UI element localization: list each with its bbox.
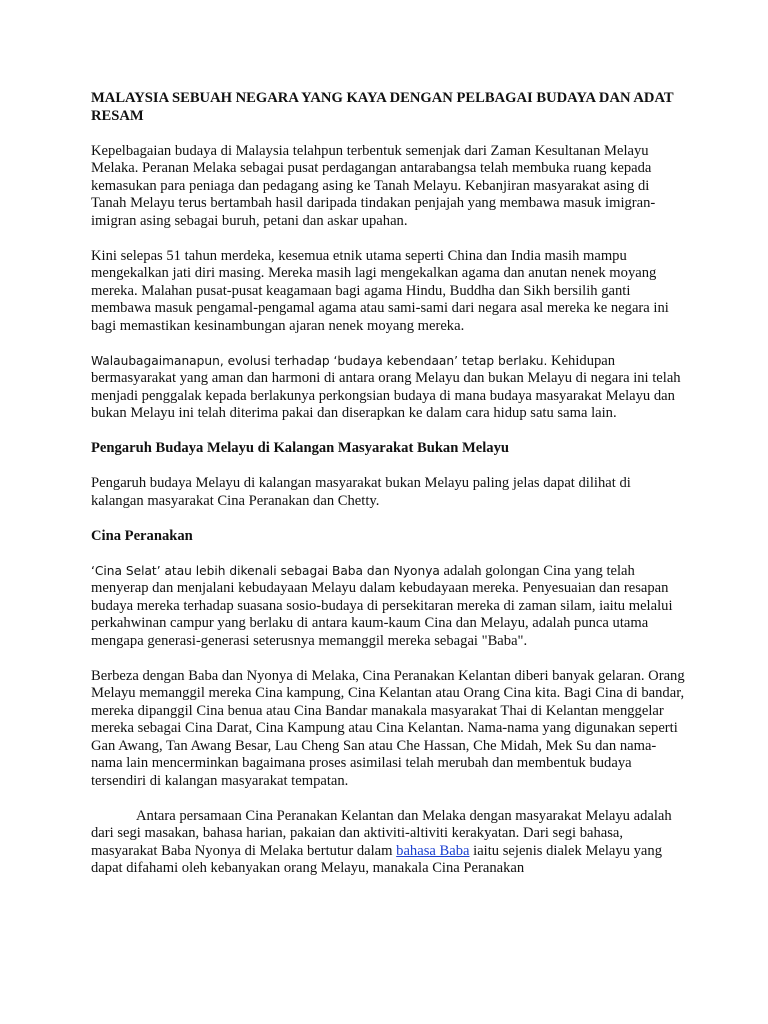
- document-title: MALAYSIA SEBUAH NEGARA YANG KAYA DENGAN PELBAGAI BUDAYA DAN ADAT RESAM: [91, 90, 674, 124]
- paragraph-intro: Kepelbagaian budaya di Malaysia telahpun terbentuk semenjak dari Zaman Kesultanan Melayu Melaka. Peranan Melaka sebagai pusat perdagangan antarabangsa telah membuka ruang kepada kemasukan para peniaga dan pedagang asing ke Tanah Melayu. Kebanjiran masyarakat asing di Tanah Melayu terus bertambah hasil daripada tindakan penjajah yang membawa masuk imigran-imigran asing sebagai buruh, petani dan askar upahan.: [91, 142, 656, 229]
- paragraph-pengaruh: Pengaruh budaya Melayu di kalangan masyarakat bukan Melayu paling jelas dapat dilihat di kalangan masyarakat Cina Peranakan dan Chetty.: [91, 475, 631, 509]
- paragraph-cina-selat-lead: ‘Cina Selat’ atau lebih dikenali sebagai Baba dan Nyonya: [91, 563, 440, 578]
- paragraph-persamaan-start: Antara persamaan Cina Peranakan Kelantan dan Melaka dengan masyarakat Melayu adalah dari segi masakan, bahasa harian, pakaian dan aktiviti-altiviti kerakyatan. Dari segi bahasa, masyarakat Baba Nyonya di Melaka bertutur dalam: [91, 807, 672, 859]
- paragraph-persamaan: [91, 808, 687, 878]
- paragraph-kelantan: Berbeza dengan Baba dan Nyonya di Melaka, Cina Peranakan Kelantan diberi banyak gelaran. Orang Melayu memanggil mereka Cina kampung, Cina Kelantan atau Orang Cina kita. Bagi Cina di bandar, mereka dipanggil Cina benua atau Cina Bandar manakala masyarakat Thai di Kelantan menggelar mereka sebagai Cina Darat, Cina Kampung atau Cina Kelantan. Nama-nama yang digunakan seperti Gan Awang, Tan Awang Besar, Lau Cheng San atau Che Hassan, Che Midah, Mek Su dan nama-nama lain mencerminkan bagaimana proses asimilasi telah merubah dan membentuk budaya tersendiri di kalangan masyarakat tempatan.: [91, 667, 685, 789]
- document-page: [91, 90, 687, 895]
- paragraph-merdeka: Kini selepas 51 tahun merdeka, kesemua etnik utama seperti China dan India masih mampu mengekalkan jati diri masing. Mereka masih lagi mengekalkan agama dan anutan nenek moyang mereka. Malahan pusat-pusat keagamaan bagi agama Hindu, Buddha dan Sikh bersilih ganti membawa masuk pengamal-pengamal agama atau sami-sami dari negara asal mereka ke negara ini bagi memastikan kesinambungan ajaran nenek moyang mereka.: [91, 247, 669, 334]
- paragraph-cina-selat: [91, 563, 687, 651]
- paragraph-evolusi-body: Kehidupan bermasyarakat yang aman dan harmoni di antara orang Melayu dan bukan Melayu di negara ini telah menjadi penggalak kepada berlakunya perkongsian budaya di mana budaya masyarakat Melayu dan bukan Melayu ini telah diterima pakai dan diserapkan ke dalam cara hidup satu sama lain.: [91, 352, 681, 421]
- paragraph-evolusi-lead: Walaubagaimanapun, evolusi terhadap ‘budaya kebendaan’ tetap berlaku.: [91, 353, 548, 368]
- paragraph-persamaan-end: iaitu sejenis dialek Melayu yang dapat difahami oleh kebanyakan orang Melayu, manakala Cina Peranakan: [91, 842, 663, 876]
- paragraph-evolusi: [91, 353, 687, 423]
- bahasa-baba-link[interactable]: bahasa Baba: [396, 842, 470, 859]
- section-heading-cina-peranakan: Cina Peranakan: [91, 527, 193, 544]
- paragraph-cina-selat-body: adalah golongan Cina yang telah menyerap dan menjalani kebudayaan Melayu dalam kebudayaan mereka. Penyesuaian dan resapan budaya mereka terhadap suasana sosio-budaya di persekitaran mereka di zaman silam, iaitu melalui perkahwinan campur yang berlaku di antara kaum-kaum Cina dan Melayu, adalah punca utama mengapa generasi-generasi seterusnya memanggil mereka sebagai "Baba".: [91, 562, 673, 649]
- section-heading-pengaruh: Pengaruh Budaya Melayu di Kalangan Masyarakat Bukan Melayu: [91, 440, 510, 456]
